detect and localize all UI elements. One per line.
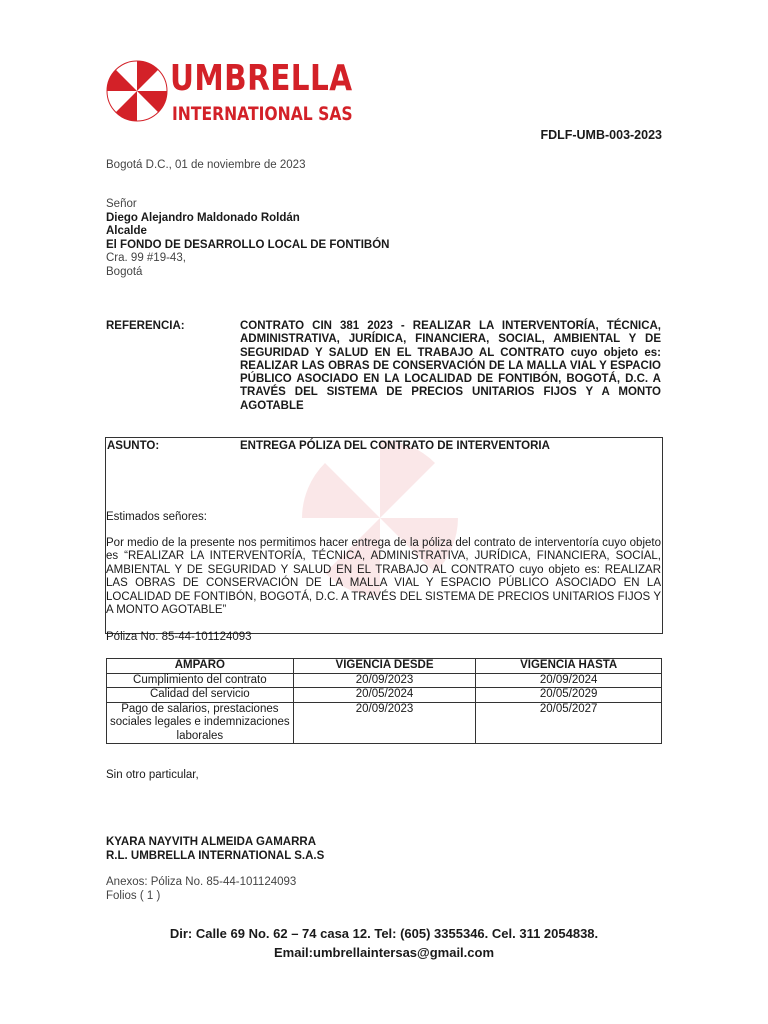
table-row — [107, 673, 662, 688]
table-cell: Calidad del servicio — [107, 688, 294, 703]
recipient-city: Bogotá — [106, 266, 143, 278]
table-cell: Pago de salarios, prestaciones sociales legales e indemnizaciones laborales — [107, 702, 294, 744]
reference-label: REFERENCIA: — [106, 320, 185, 332]
subject-text: ENTREGA PÓLIZA DEL CONTRATO DE INTERVENTORIA — [240, 440, 550, 452]
table-row — [107, 688, 662, 703]
closing-line: Sin otro particular, — [106, 769, 199, 781]
date-line: Bogotá D.C., 01 de noviembre de 2023 — [106, 159, 306, 171]
coverage-table — [106, 658, 662, 744]
footer-email: Email:umbrellaintersas@gmail.com — [273, 945, 495, 960]
table-cell: 20/09/2023 — [293, 673, 476, 688]
table-header: VIGENCIA HASTA — [476, 659, 662, 674]
document-code: FDLF-UMB-003-2023 — [540, 128, 662, 142]
body-paragraph: Por medio de la presente nos permitimos hacer entrega de la póliza del contrato de interventoría cuyo objeto es “REALIZAR LA INTERVENTORÍA, TÉCNICA, ADMINISTRATIVA, JURÍDICA, FINANCIERA, SOCIAL, AMBIENTAL Y DE SEGURIDAD Y SALUD EN EL TRABAJO AL CONTRATO cuyo objeto es: REALIZAR LAS OBRAS DE CONSERVACIÓN DE LA MALLA VIAL Y ESPACIO PÚBLICO ASOCIADO EN LA LOCALIDAD DE FONTIBÓN, BOGOTÁ, D.C. A TRAVÉS DEL SISTEMA DE PRECIOS UNITARIOS FIJOS Y A MONTO AGOTABLE” — [106, 537, 661, 617]
company-name-line1: UMBRELLA — [170, 58, 353, 99]
table-header-row — [107, 659, 662, 674]
table-cell: 20/05/2024 — [293, 688, 476, 703]
table-header: VIGENCIA DESDE — [293, 659, 476, 674]
company-logo — [106, 58, 353, 130]
table-header: AMPARO — [107, 659, 294, 674]
folios-line: Folios ( 1 ) — [106, 890, 161, 902]
umbrella-logo-icon — [106, 60, 168, 122]
annexes-line: Anexos: Póliza No. 85-44-101124093 — [106, 876, 297, 888]
subject-label: ASUNTO: — [107, 440, 160, 452]
recipient-salutation: Señor — [106, 198, 137, 210]
signer-title: R.L. UMBRELLA INTERNATIONAL S.A.S — [106, 850, 325, 862]
company-name-line2: INTERNATIONAL SAS — [172, 103, 353, 125]
table-cell: 20/09/2023 — [293, 702, 476, 744]
recipient-name: Diego Alejandro Maldonado Roldán — [106, 212, 300, 224]
recipient-role: Alcalde — [106, 225, 147, 237]
recipient-entity: El FONDO DE DESARROLLO LOCAL DE FONTIBÓN — [106, 239, 390, 251]
reference-text: CONTRATO CIN 381 2023 - REALIZAR LA INTERVENTORÍA, TÉCNICA, ADMINISTRATIVA, JURÍDICA, FINANCIERA, SOCIAL, AMBIENTAL Y DE SEGURIDAD Y SALUD EN EL TRABAJO AL CONTRATO cuyo objeto es: REALIZAR LAS OBRAS DE CONSERVACIÓN DE LA MALLA VIAL Y ESPACIO PÚBLICO ASOCIADO EN LA LOCALIDAD DE FONTIBÓN, BOGOTÁ, D.C. A TRAVÉS DEL SISTEMA DE PRECIOS UNITARIOS FIJOS Y A MONTO AGOTABLE — [240, 320, 661, 412]
table-cell: Cumplimiento del contrato — [107, 673, 294, 688]
policy-number: Póliza No. 85-44-101124093 — [106, 631, 252, 643]
table-cell: 20/05/2027 — [476, 702, 662, 744]
signer-name: KYARA NAYVITH ALMEIDA GAMARRA — [106, 836, 316, 848]
table-cell: 20/05/2029 — [476, 688, 662, 703]
greeting: Estimados señores: — [106, 511, 207, 523]
footer-address: Dir: Calle 69 No. 62 – 74 casa 12. Tel: (605) 3355346. Cel. 311 2054838. — [169, 926, 599, 941]
recipient-address: Cra. 99 #19-43, — [106, 252, 186, 264]
table-cell: 20/09/2024 — [476, 673, 662, 688]
table-row — [107, 702, 662, 744]
